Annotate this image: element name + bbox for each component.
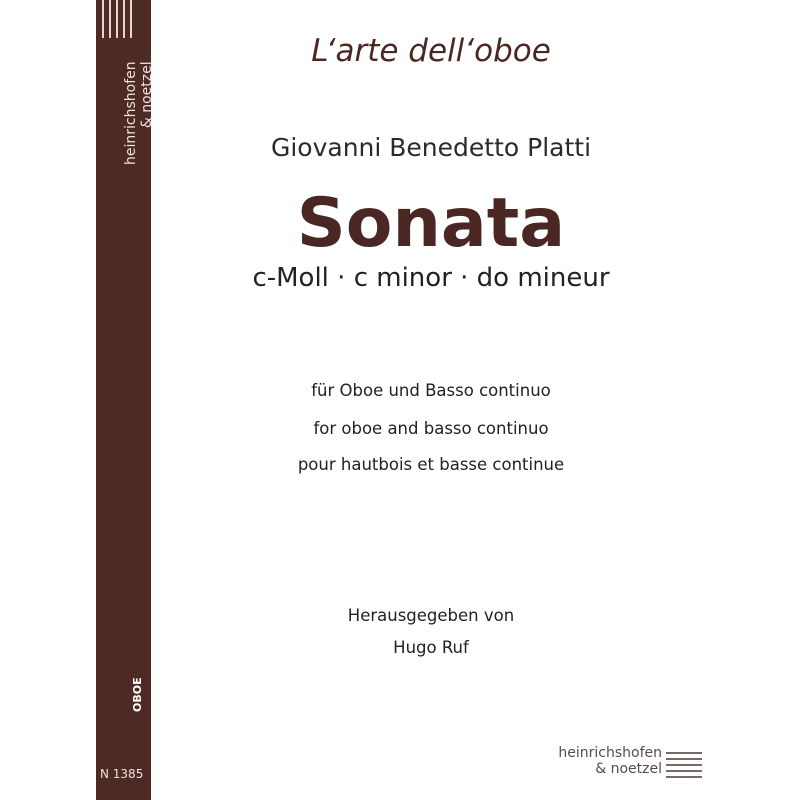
spine-publisher-line2: & noetzel xyxy=(139,61,155,129)
catalog-number: N 1385 xyxy=(100,767,144,781)
publisher-lines-icon xyxy=(666,752,702,778)
composer-name: Giovanni Benedetto Platti xyxy=(270,133,592,162)
instrumentation-german: für Oboe und Basso continuo xyxy=(311,381,551,400)
spine-publisher-line1: heinrichshofen xyxy=(123,61,139,165)
publisher-logo-text xyxy=(558,745,662,777)
edited-by-label: Herausgegeben von xyxy=(347,606,515,625)
publisher-logo-line1: heinrichshofen xyxy=(558,745,662,761)
editor-name: Hugo Ruf xyxy=(393,638,469,657)
spine-instrument: OBOE xyxy=(131,677,144,712)
publisher-logo xyxy=(558,745,712,779)
publisher-logo-line2: & noetzel xyxy=(595,761,662,777)
book-spine xyxy=(96,0,155,800)
instrumentation-french: pour hautbois et basse continue xyxy=(297,455,565,474)
instrumentation-english: for oboe and basso continuo xyxy=(313,419,549,438)
work-key: c-Moll · c minor · do mineur xyxy=(252,263,610,293)
series-title: L‘arte dell‘oboe xyxy=(311,33,551,69)
work-title: Sonata xyxy=(296,184,566,263)
publisher-logo-lines-icon xyxy=(102,0,138,38)
